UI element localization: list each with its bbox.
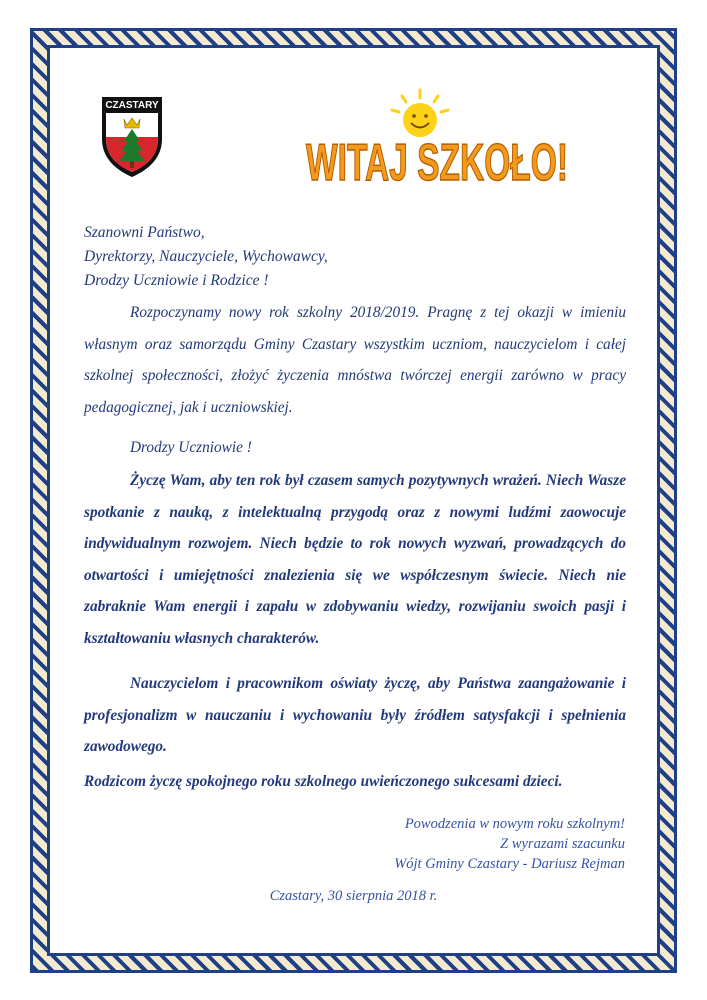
sun-icon — [392, 90, 448, 137]
closing-line: Wójt Gminy Czastary - Dariusz Rejman — [394, 856, 625, 872]
paragraph-teachers: Nauczycielom i pracownikom oświaty życzę, aby Państwa zaangażowanie i profesjonalizm w nauczaniu i wychowaniu były źródłem satysfakcji i spełnienia zawodowego. — [84, 675, 626, 755]
closing-signature — [394, 814, 625, 874]
dateline: Czastary, 30 sierpnia 2018 r. — [269, 888, 438, 904]
paragraph-students-heading: Drodzy Uczniowie ! — [130, 439, 252, 456]
closing-line: Powodzenia w nowym roku szkolnym! — [404, 816, 625, 832]
paragraph-parents: Rodzicom życzę spokojnego roku szkolnego uwieńczonego sukcesami dzieci. — [84, 773, 563, 790]
closing-line: Z wyrazami szacunku — [500, 836, 625, 852]
czastary-crest-logo — [98, 93, 166, 179]
greeting-line: Drodzy Uczniowie i Rodzice ! — [84, 272, 269, 289]
paragraph-intro: Rozpoczynamy nowy rok szkolny 2018/2019. Pragnę z tej okazji w imieniu własnym oraz samorządu Gminy Czastary wszystkim uczniom, nauczycielom i całej szkolnej społeczności, złożyć życzenia mnóstwa twórczej energii zarówno w pracy pedagogicznej, jak i uczniowskiej. — [84, 304, 626, 416]
welcome-text: WITAJ SZKOŁO! — [306, 134, 568, 192]
greeting-block — [84, 221, 328, 293]
greeting-line: Dyrektorzy, Nauczyciele, Wychowawcy, — [84, 248, 328, 265]
welcome-banner — [302, 88, 572, 200]
crest-label: CZASTARY — [105, 100, 159, 111]
greeting-line: Szanowni Państwo, — [84, 224, 205, 241]
paragraph-students: Życzę Wam, aby ten rok był czasem samych pozytywnych wrażeń. Niech Wasze spotkanie z nauką, z intelektualną przygodą oraz z nowymi ludźmi zaowocuje indywidualnym rozwojem. Niech będzie to rok nowych wyzwań, prowadzących do otwartości i umiejętności znalezienia się we współczesnym świecie. Niech nie zabraknie Wam energii i zapału w zdobywaniu wiedzy, rozwijaniu swoich pasji i kształtowaniu własnych charakterów. — [84, 472, 626, 647]
